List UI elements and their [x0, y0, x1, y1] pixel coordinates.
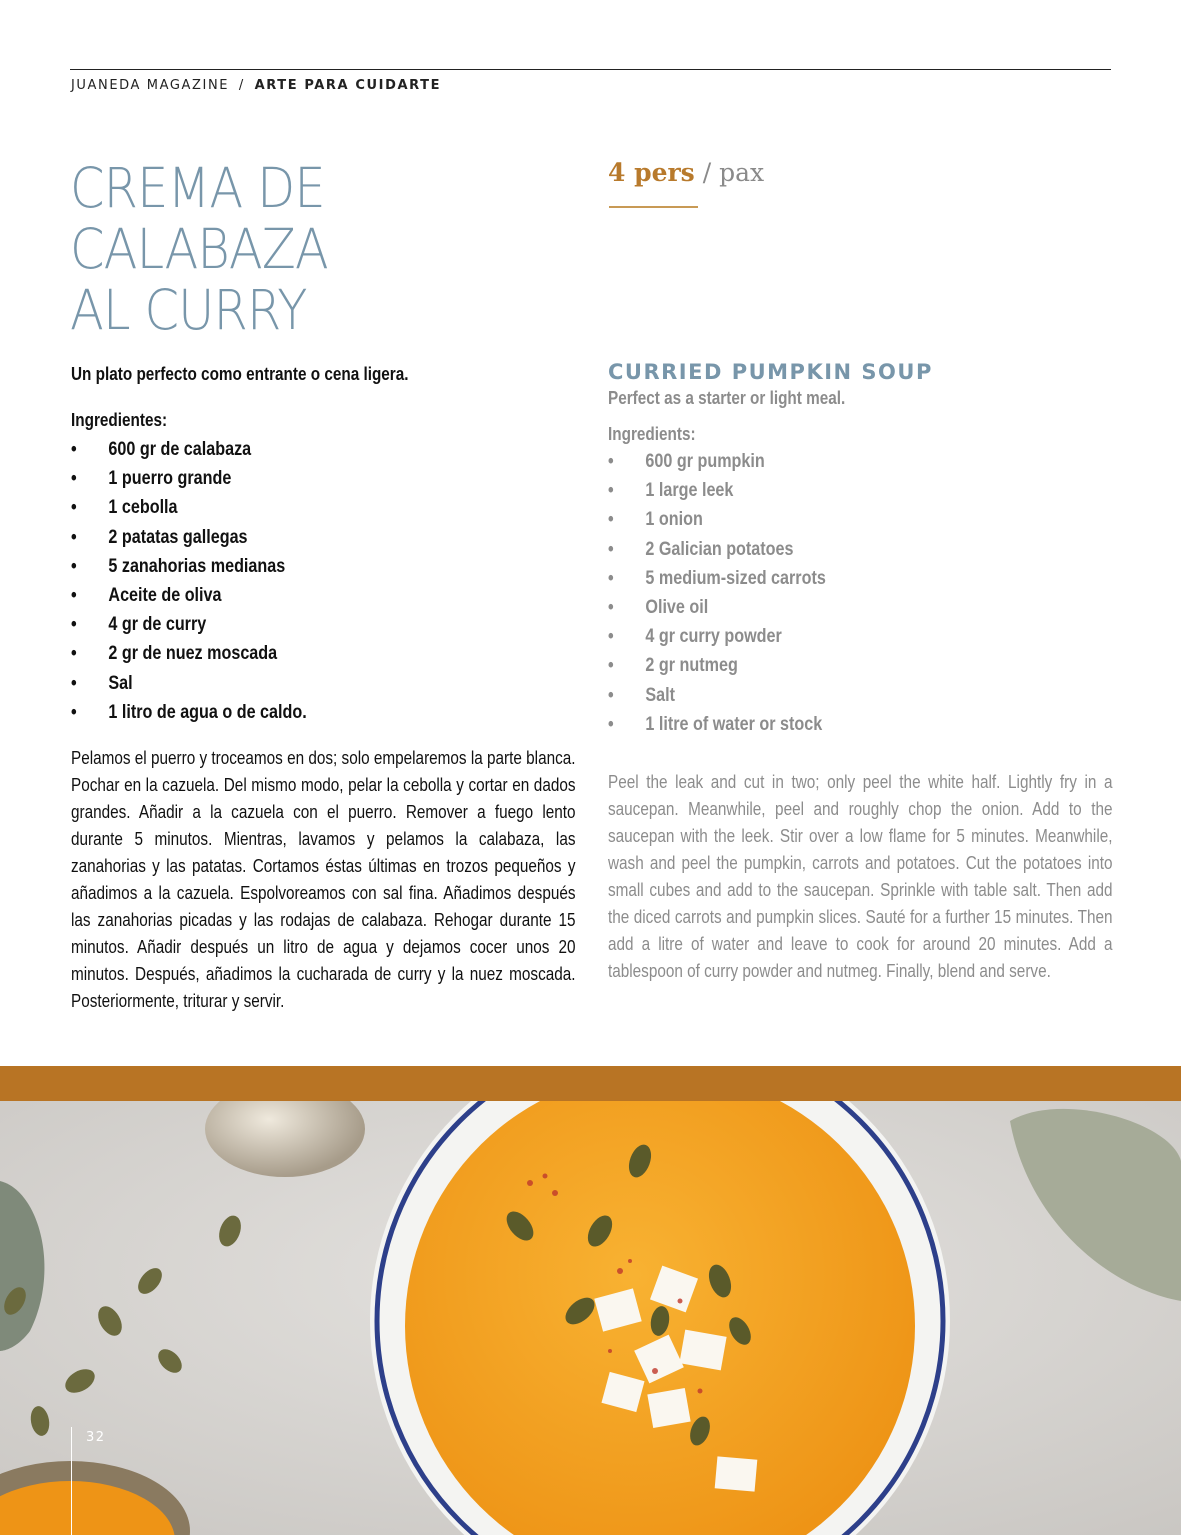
- list-item: • 1 puerro grande: [71, 468, 232, 490]
- list-item: • Salt: [608, 684, 676, 706]
- english-ingredients-heading: Ingredients:: [608, 424, 696, 444]
- english-title: CURRIED PUMPKIN SOUP: [608, 360, 933, 384]
- bullet-icon: •: [608, 567, 614, 589]
- bullet-icon: •: [608, 626, 614, 648]
- list-item: • Sal: [71, 672, 133, 694]
- list-item: • 2 gr nutmeg: [608, 655, 738, 677]
- list-item: • 2 gr de nuez moscada: [71, 643, 278, 665]
- bullet-icon: •: [608, 538, 614, 560]
- list-item: • Olive oil: [608, 596, 709, 618]
- bullet-icon: •: [71, 497, 77, 519]
- bullet-icon: •: [71, 584, 77, 606]
- bullet-icon: •: [608, 596, 614, 618]
- list-item: • 4 gr de curry: [71, 614, 207, 636]
- accent-band: [0, 1066, 1181, 1101]
- list-item: • 1 litre of water or stock: [608, 713, 823, 735]
- spanish-method: Pelamos el puerro y troceamos en dos; solo empelaremos la parte blanca. Pochar en la cazuela. Del mismo modo, pelar la cebolla y cortar en dados grandes. Añadir a la cazuela con el puerro. Remover a fuego lento durante 5 minutos. Mientras, lavamos y pelamos la calabaza, las zanahorias y las patatas. Cortamos éstas últimas en trozos pequeños y añadimos a la cazuela. Espolvoreamos con sal fina. Añadimos después las zanahorias picadas y las rodajas de calabaza. Rehogar durante 15 minutos. Añadir después un litro de agua y dejamos cocer unos 20 minutos. Después, añadimos la cucharada de curry y la nuez moscada. Posteriormente, triturar y servir.: [71, 747, 576, 1011]
- spanish-ingredients-heading: Ingredientes:: [71, 410, 168, 430]
- spanish-intro: Un plato perfecto como entrante o cena ligera.: [71, 364, 409, 384]
- publication-name: JUANEDA MAGAZINE: [71, 78, 230, 93]
- list-item: • 600 gr de calabaza: [71, 439, 252, 460]
- page-number: 32: [86, 1430, 106, 1445]
- english-ingredients-list: [608, 451, 1113, 743]
- title-line: CALABAZA: [70, 217, 328, 281]
- bullet-icon: •: [608, 480, 614, 502]
- list-item: • 4 gr curry powder: [608, 626, 782, 648]
- list-item: • 2 Galician potatoes: [608, 538, 794, 560]
- header-rule: [70, 69, 1111, 70]
- header-separator: /: [238, 78, 245, 93]
- bullet-icon: •: [608, 655, 614, 677]
- servings: [608, 158, 764, 187]
- spanish-ingredients-list: [71, 439, 576, 731]
- running-header: [71, 78, 441, 93]
- title-line: CREMA DE: [70, 156, 325, 220]
- servings-underline: [609, 206, 698, 208]
- bullet-icon: •: [608, 509, 614, 531]
- list-item: • 1 onion: [608, 509, 703, 531]
- bullet-icon: •: [71, 468, 77, 490]
- list-item: • Aceite de oliva: [71, 584, 222, 606]
- english-column: [608, 360, 1111, 985]
- list-item: • 1 litro de agua o de caldo.: [71, 701, 307, 723]
- bullet-icon: •: [71, 555, 77, 577]
- servings-separator: /: [702, 158, 712, 187]
- bullet-icon: •: [71, 526, 77, 548]
- bullet-icon: •: [71, 701, 77, 723]
- servings-unit: pax: [719, 158, 765, 187]
- list-item: • 2 patatas gallegas: [71, 526, 248, 548]
- title-line: AL CURRY: [70, 278, 307, 342]
- bullet-icon: •: [71, 643, 77, 665]
- bullet-icon: •: [71, 672, 77, 694]
- bullet-icon: •: [608, 451, 614, 472]
- bullet-icon: •: [608, 684, 614, 706]
- recipe-title: [70, 158, 448, 341]
- soup-illustration: [0, 1101, 1181, 1535]
- english-intro: Perfect as a starter or light meal.: [608, 388, 846, 408]
- spanish-column: [71, 364, 574, 1015]
- soup-photo: [0, 1101, 1181, 1535]
- servings-number: 4 pers: [608, 158, 695, 187]
- section-name: ARTE PARA CUIDARTE: [254, 78, 442, 93]
- bullet-icon: •: [608, 713, 614, 735]
- list-item: • 5 medium-sized carrots: [608, 567, 826, 589]
- list-item: • 1 large leek: [608, 480, 734, 502]
- bullet-icon: •: [71, 614, 77, 636]
- page-number-rule: [71, 1427, 72, 1535]
- list-item: • 600 gr pumpkin: [608, 451, 765, 472]
- bullet-icon: •: [71, 439, 77, 460]
- english-method: Peel the leak and cut in two; only peel the white half. Lightly fry in a saucepan. Meanwhile, peel and roughly chop the onion. Add to the saucepan with the leek. Stir over a low flame for 5 minutes. Meanwhile, wash and peel the pumpkin, carrots and potatoes. Cut the potatoes into small cubes and add to the saucepan. Sprinkle with table salt. Then add the diced carrots and pumpkin slices. Sauté for a further 15 minutes. Then add a litre of water and leave to cook for around 20 minutes. Add a tablespoon of curry powder and nutmeg. Finally, blend and serve.: [608, 771, 1113, 981]
- list-item: • 1 cebolla: [71, 497, 178, 519]
- list-item: • 5 zanahorias medianas: [71, 555, 286, 577]
